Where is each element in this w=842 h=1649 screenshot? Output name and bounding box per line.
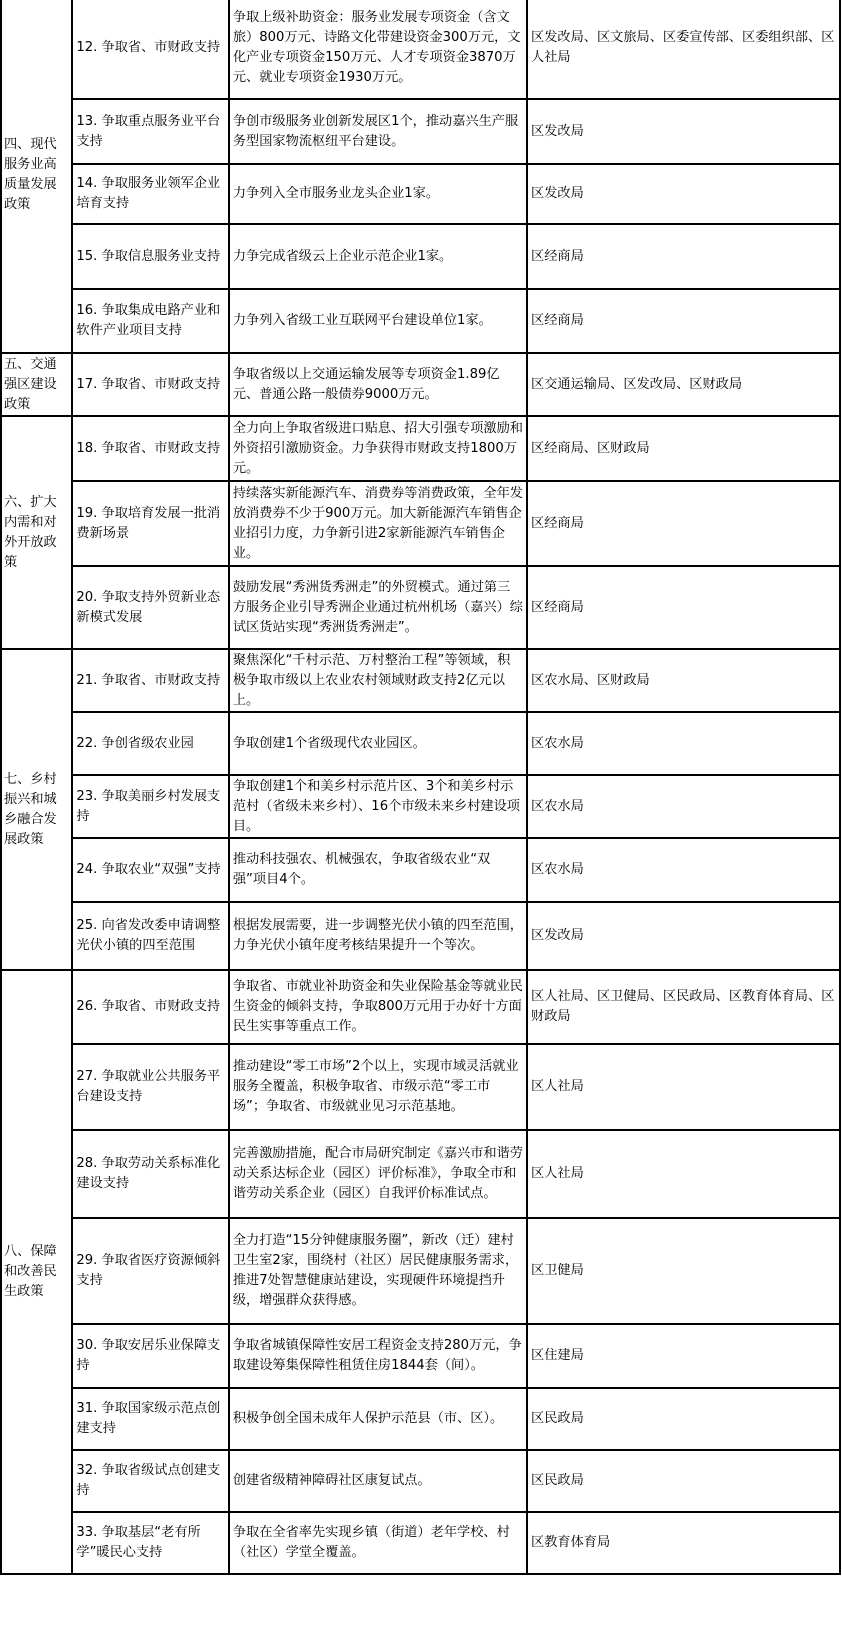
category-cell: 七、乡村振兴和城乡融合发展政策 [1, 649, 72, 970]
category-cell: 四、现代服务业高质量发展政策 [1, 0, 72, 353]
department-cell: 区农水局、区财政局 [527, 649, 840, 712]
department-cell: 区住建局 [527, 1324, 840, 1388]
department-cell: 区农水局 [527, 775, 840, 838]
content-cell: 争取创建1个和美乡村示范片区、3个和美乡村示范村（省级未来乡村）、16个市级未来乡村建设项目。 [229, 775, 527, 838]
content-cell: 争取在全省率先实现乡镇（街道）老年学校、村（社区）学堂全覆盖。 [229, 1512, 527, 1574]
department-cell: 区人社局 [527, 1044, 840, 1130]
content-cell: 争创市级服务业创新发展区1个，推动嘉兴生产服务型国家物流枢纽平台建设。 [229, 99, 527, 164]
content-cell: 力争完成省级云上企业示范企业1家。 [229, 224, 527, 289]
department-cell: 区经商局 [527, 566, 840, 649]
table-row [1, 416, 840, 481]
content-cell: 聚焦深化“千村示范、万村整治工程”等领域，积极争取市级以上农业农村领域财政支持2亿元以上。 [229, 649, 527, 712]
task-cell: 28. 争取劳动关系标准化建设支持 [72, 1130, 228, 1218]
table-row [1, 566, 840, 649]
content-cell: 争取上级补助资金：服务业发展专项资金（含文旅）800万元、诗路文化带建设资金300万元，文化产业专项资金150万元、人才专项资金3870万元、就业专项资金1930万元。 [229, 0, 527, 99]
content-cell: 力争列入省级工业互联网平台建设单位1家。 [229, 289, 527, 353]
department-cell: 区经商局 [527, 289, 840, 353]
table-row [1, 1324, 840, 1388]
task-cell: 22. 争创省级农业园 [72, 712, 228, 775]
content-cell: 创建省级精神障碍社区康复试点。 [229, 1450, 527, 1512]
task-cell: 13. 争取重点服务业平台支持 [72, 99, 228, 164]
table-row [1, 164, 840, 224]
task-cell: 14. 争取服务业领军企业培育支持 [72, 164, 228, 224]
task-cell: 15. 争取信息服务业支持 [72, 224, 228, 289]
task-cell: 27. 争取就业公共服务平台建设支持 [72, 1044, 228, 1130]
content-cell: 推动建设“零工市场”2个以上，实现市域灵活就业服务全覆盖，积极争取省、市级示范“零工市场”；争取省、市级就业见习示范基地。 [229, 1044, 527, 1130]
department-cell: 区教育体育局 [527, 1512, 840, 1574]
task-cell: 23. 争取美丽乡村发展支持 [72, 775, 228, 838]
table-row [1, 838, 840, 902]
table-row [1, 902, 840, 970]
department-cell: 区发改局 [527, 99, 840, 164]
table-row [1, 1130, 840, 1218]
table-row [1, 1044, 840, 1130]
department-cell: 区人社局、区卫健局、区民政局、区教育体育局、区财政局 [527, 970, 840, 1044]
department-cell: 区交通运输局、区发改局、区财政局 [527, 353, 840, 416]
task-cell: 25. 向省发改委申请调整光伏小镇的四至范围 [72, 902, 228, 970]
category-cell: 八、保障和改善民生政策 [1, 970, 72, 1574]
table-row [1, 99, 840, 164]
task-cell: 17. 争取省、市财政支持 [72, 353, 228, 416]
content-cell: 鼓励发展“秀洲货秀洲走”的外贸模式。通过第三方服务企业引导秀洲企业通过杭州机场（嘉兴）综试区货站实现“秀洲货秀洲走”。 [229, 566, 527, 649]
table-row [1, 970, 840, 1044]
table-row [1, 1450, 840, 1512]
task-cell: 24. 争取农业“双强”支持 [72, 838, 228, 902]
task-cell: 21. 争取省、市财政支持 [72, 649, 228, 712]
table-row [1, 289, 840, 353]
table-row [1, 224, 840, 289]
task-cell: 19. 争取培育发展一批消费新场景 [72, 481, 228, 566]
table-row [1, 481, 840, 566]
task-cell: 29. 争取省医疗资源倾斜支持 [72, 1218, 228, 1324]
task-cell: 12. 争取省、市财政支持 [72, 0, 228, 99]
table-row [1, 712, 840, 775]
table-row [1, 775, 840, 838]
department-cell: 区民政局 [527, 1388, 840, 1450]
table-row [1, 1388, 840, 1450]
table-row [1, 353, 840, 416]
content-cell: 全力向上争取省级进口贴息、招大引强专项激励和外资招引激励资金。力争获得市财政支持1800万元。 [229, 416, 527, 481]
task-cell: 16. 争取集成电路产业和软件产业项目支持 [72, 289, 228, 353]
table-row [1, 1512, 840, 1574]
content-cell: 争取省级以上交通运输发展等专项资金1.89亿元、普通公路一般债券9000万元。 [229, 353, 527, 416]
table-row [1, 649, 840, 712]
department-cell: 区卫健局 [527, 1218, 840, 1324]
task-cell: 33. 争取基层“老有所学”暖民心支持 [72, 1512, 228, 1574]
task-cell: 30. 争取安居乐业保障支持 [72, 1324, 228, 1388]
department-cell: 区农水局 [527, 712, 840, 775]
content-cell: 全力打造“15分钟健康服务圈”，新改（迁）建村卫生室2家，围绕村（社区）居民健康服务需求，推进7处智慧健康站建设，实现硬件环境提挡升级，增强群众获得感。 [229, 1218, 527, 1324]
task-cell: 18. 争取省、市财政支持 [72, 416, 228, 481]
department-cell: 区经商局、区财政局 [527, 416, 840, 481]
task-cell: 32. 争取省级试点创建支持 [72, 1450, 228, 1512]
table-row [1, 0, 840, 99]
department-cell: 区民政局 [527, 1450, 840, 1512]
department-cell: 区发改局、区文旅局、区委宣传部、区委组织部、区人社局 [527, 0, 840, 99]
department-cell: 区经商局 [527, 481, 840, 566]
content-cell: 持续落实新能源汽车、消费券等消费政策，全年发放消费券不少于900万元。加大新能源汽车销售企业招引力度，力争新引进2家新能源汽车销售企业。 [229, 481, 527, 566]
task-cell: 26. 争取省、市财政支持 [72, 970, 228, 1044]
department-cell: 区人社局 [527, 1130, 840, 1218]
content-cell: 完善激励措施，配合市局研究制定《嘉兴市和谐劳动关系达标企业（园区）评价标准》，争取全市和谐劳动关系企业（园区）自我评价标准试点。 [229, 1130, 527, 1218]
department-cell: 区发改局 [527, 902, 840, 970]
content-cell: 根据发展需要，进一步调整光伏小镇的四至范围，力争光伏小镇年度考核结果提升一个等次。 [229, 902, 527, 970]
category-cell: 六、扩大内需和对外开放政策 [1, 416, 72, 649]
task-cell: 20. 争取支持外贸新业态新模式发展 [72, 566, 228, 649]
table-row [1, 1218, 840, 1324]
content-cell: 推动科技强农、机械强农，争取省级农业“双强”项目4个。 [229, 838, 527, 902]
content-cell: 争取创建1个省级现代农业园区。 [229, 712, 527, 775]
department-cell: 区经商局 [527, 224, 840, 289]
content-cell: 力争列入全市服务业龙头企业1家。 [229, 164, 527, 224]
content-cell: 争取省城镇保障性安居工程资金支持280万元，争取建设筹集保障性租赁住房1844套（间）。 [229, 1324, 527, 1388]
policy-table-body [1, 0, 840, 1574]
department-cell: 区农水局 [527, 838, 840, 902]
content-cell: 积极争创全国未成年人保护示范县（市、区）。 [229, 1388, 527, 1450]
content-cell: 争取省、市就业补助资金和失业保险基金等就业民生资金的倾斜支持，争取800万元用于办好十方面民生实事等重点工作。 [229, 970, 527, 1044]
department-cell: 区发改局 [527, 164, 840, 224]
task-cell: 31. 争取国家级示范点创建支持 [72, 1388, 228, 1450]
category-cell: 五、交通强区建设政策 [1, 353, 72, 416]
